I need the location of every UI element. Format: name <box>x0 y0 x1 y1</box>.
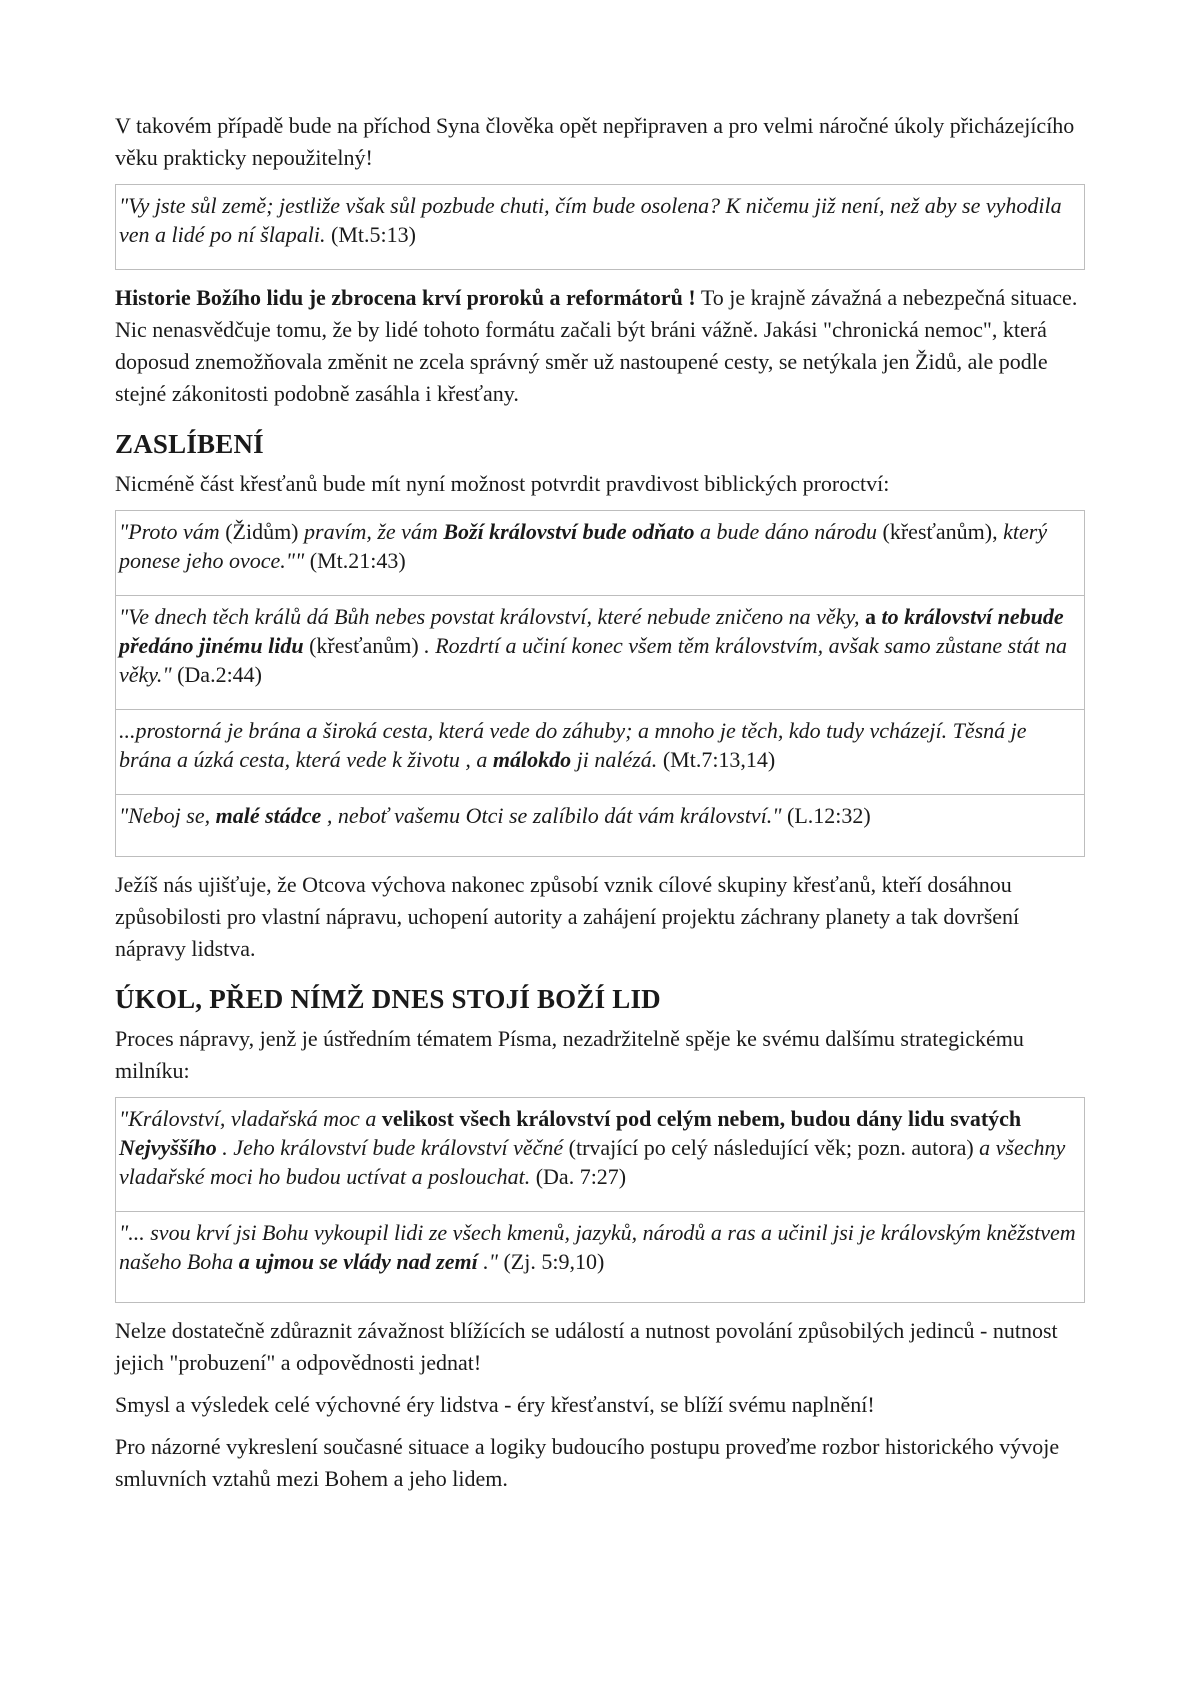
document-page <box>115 110 1085 1505</box>
quote-reference: (Zj. 5:9,10) <box>497 1249 605 1274</box>
quote-note: (křesťanům), <box>877 519 1004 544</box>
paragraph-jesus-assures: Ježíš nás ujišťuje, že Otcova výchova nakonec způsobí vznik cílové skupiny křesťanů, kteří dosáhnou způsobilosti pro vlastní nápravu, uchopení autority a zahájení projektu záchrany planety a tak dovršení nápravy lidstva. <box>115 872 1020 961</box>
quote-text: ." <box>477 1249 498 1274</box>
quote-box-kingdom <box>115 1097 1085 1303</box>
paragraph-analysis: Pro názorné vykreslení současné situace a logiky budoucího postupu proveďme rozbor historického vývoje smluvních vztahů mezi Bohem a jeho lidem. <box>115 1434 1060 1491</box>
heading-promise: ZASLÍBENÍ <box>115 429 264 459</box>
quote-reference: (Mt.7:13,14) <box>657 747 776 772</box>
paragraph-intro: V takovém případě bude na příchod Syna člověka opět nepřipraven a pro velmi náročné úkoly přicházejícího věku prakticky nepoužitelný! <box>115 113 1075 170</box>
quote-reference: (Da.2:44) <box>171 662 263 687</box>
quote-text: "Království, vladařská moc a <box>119 1106 382 1131</box>
quote-note: (trvající po celý následující věk; pozn. autora) <box>563 1135 980 1160</box>
quote-text: . Rozdrtí a učiní konec všem těm královstvím, avšak samo zůstane stát na věky." <box>119 633 1067 687</box>
quote-cell <box>116 794 1084 856</box>
paragraph-text: To je krajně závažná a nebezpečná situace. Nic nenasvědčuje tomu, že by lidé tohoto formátu začali být bráni vážně. Jakási "chronická nemoc", která doposud znemožňovala změnit ne zcela správný směr už nastoupené cesty, se netýkala jen Židů, ale podle stejné zákonitosti podobně zasáhla i křesťany. <box>115 285 1078 406</box>
quote-emphasis: Boží království bude odňato <box>443 519 695 544</box>
quote-emphasis: velikost všech království pod celým nebem, budou dány lidu svatých <box>381 1106 1022 1131</box>
quote-emphasis: málokdo <box>492 747 572 772</box>
quote-text: "Proto vám <box>119 519 220 544</box>
quote-cell <box>116 595 1084 709</box>
quote-note: (křesťanům) <box>303 633 425 658</box>
quote-emphasis: malé stádce <box>215 803 322 828</box>
quote-text: "Vy jste sůl země; jestliže však sůl pozbude chuti, čím bude osolena? K ničemu již není, než aby se vyhodila ven a lidé po ní šlapali. <box>119 193 1062 247</box>
quote-text: a bude dáno národu <box>694 519 878 544</box>
paragraph-history <box>115 282 1085 410</box>
paragraph-process: Proces nápravy, jenž je ústředním tématem Písma, nezadržitelně spěje ke svému dalšímu strategickému milníku: <box>115 1026 1024 1083</box>
quote-text: "Ve dnech těch králů dá Bůh nebes povstat království, které nebude zničeno na věky, <box>119 604 865 629</box>
quote-text: a všechny vladařské moci ho budou uctívat a poslouchat. <box>119 1135 1066 1189</box>
quote-reference: (Mt.5:13) <box>325 222 416 247</box>
quote-cell <box>116 1211 1084 1302</box>
quote-text: "Neboj se, <box>119 803 216 828</box>
quote-reference: (L.12:32) <box>781 803 871 828</box>
quote-text: "... svou krví jsi Bohu vykoupil lidi ze všech kmenů, jazyků, národů a ras a učinil jsi je královským kněžstvem našeho Boha <box>119 1220 1076 1274</box>
quote-text: , neboť vašemu Otci se zalíbilo dát vám království." <box>321 803 782 828</box>
heading-task: ÚKOL, PŘED NÍMŽ DNES STOJÍ BOŽÍ LID <box>115 984 661 1014</box>
quote-text: ji nalézá. <box>571 747 658 772</box>
quote-reference: (Da. 7:27) <box>530 1164 627 1189</box>
quote-text: pravím, že vám <box>304 519 444 544</box>
quote-cell <box>116 185 1084 269</box>
quote-cell <box>116 709 1084 794</box>
quote-emphasis: a ujmou se vlády nad zemí <box>238 1249 478 1274</box>
quote-note: (Židům) <box>219 519 305 544</box>
quote-box-salt <box>115 184 1085 270</box>
quote-text: který ponese jeho ovoce."" <box>119 519 1048 573</box>
quote-text: . Jeho království bude království věčné <box>216 1135 564 1160</box>
paragraph-meaning: Smysl a výsledek celé výchovné éry lidstva - éry křesťanství, se blíží svému naplnění! <box>115 1392 875 1417</box>
quote-reference: (Mt.21:43) <box>304 548 406 573</box>
quote-emphasis: Nejvyššího <box>119 1135 217 1160</box>
quote-cell <box>116 1098 1084 1211</box>
quote-text: ...prostorná je brána a široká cesta, která vede do záhuby; a mnoho je těch, kdo tudy vcházejí. Těsná je brána a úzká cesta, která vede k životu , a <box>119 718 1027 772</box>
paragraph-urgency: Nelze dostatečně zdůraznit závažnost blížících se událostí a nutnost povolání způsobilých jedinců - nutnost jejich "probuzení" a odpovědnosti jednat! <box>115 1318 1058 1375</box>
paragraph-prophecy-intro: Nicméně část křesťanů bude mít nyní možnost potvrdit pravdivost biblických proroctví: <box>115 471 890 496</box>
quote-box-prophecies <box>115 510 1085 857</box>
quote-cell <box>116 511 1084 595</box>
emphasis-text: Historie Božího lidu je zbrocena krví proroků a reformátorů ! <box>115 285 696 310</box>
quote-emphasis: a <box>865 604 882 629</box>
quote-emphasis: to království nebude předáno jinému lidu <box>119 604 1064 658</box>
